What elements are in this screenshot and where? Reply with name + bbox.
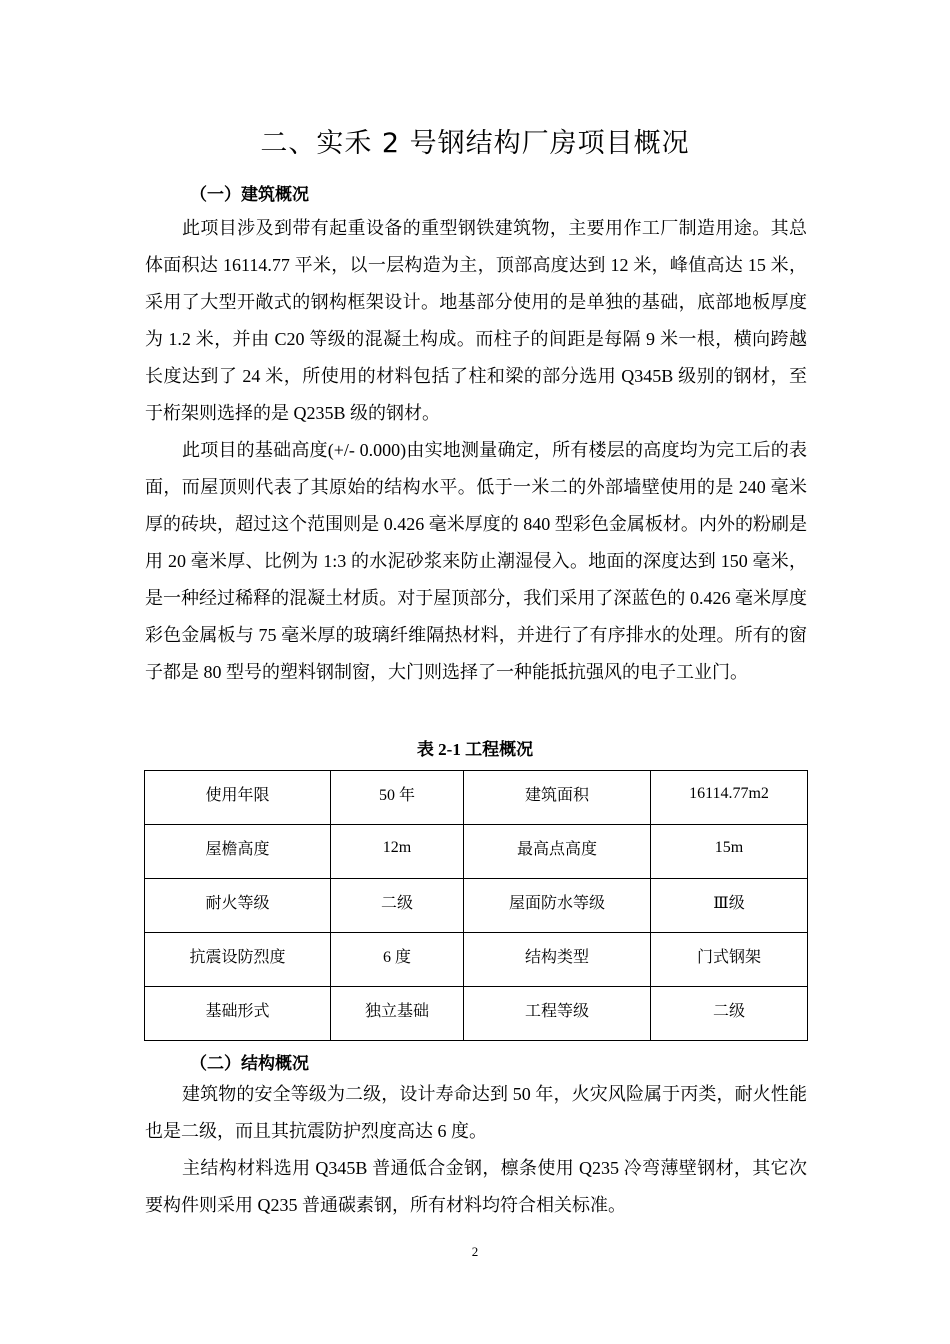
- table-cell: 二级: [331, 879, 464, 933]
- table-cell: 50 年: [331, 771, 464, 825]
- table-cell: 基础形式: [145, 987, 331, 1041]
- table-cell: Ⅲ级: [651, 879, 808, 933]
- table-cell: 6 度: [331, 933, 464, 987]
- table-row: [145, 933, 808, 987]
- table-cell: 16114.77m2: [651, 771, 808, 825]
- table-row: [145, 771, 808, 825]
- table-cell: 门式钢架: [651, 933, 808, 987]
- table-cell: 屋面防水等级: [464, 879, 651, 933]
- table-cell: 12m: [331, 825, 464, 879]
- paragraph-structure-2: 主结构材料选用 Q345B 普通低合金钢，檩条使用 Q235 冷弯薄壁钢材，其它次要构件则采用 Q235 普通碳素钢，所有材料均符合相关标准。: [145, 1158, 807, 1215]
- table-cell: 二级: [651, 987, 808, 1041]
- table-cell: 最高点高度: [464, 825, 651, 879]
- paragraph-structure-1: 建筑物的安全等级为二级，设计寿命达到 50 年，火灾风险属于丙类，耐火性能也是二级，而且其抗震防护烈度高达 6 度。: [145, 1084, 807, 1141]
- table-cell: 耐火等级: [145, 879, 331, 933]
- section-heading-building: （一）建筑概况: [190, 185, 309, 205]
- project-overview-table: [144, 770, 808, 1041]
- table-cell: 建筑面积: [464, 771, 651, 825]
- paragraph-building-1: 此项目涉及到带有起重设备的重型钢铁建筑物，主要用作工厂制造用途。其总体面积达 16114.77 平米，以一层构造为主，顶部高度达到 12 米，峰值高达 15 米，采用了大型开敞式的钢构框架设计。地基部分使用的是单独的基础，底部地板厚度为 1.2 米，并由 C20 等级的混凝土构成。而柱子的间距是每隔 9 米一根，横向跨越长度达到了 24 米，所使用的材料包括了柱和梁的部分选用 Q345B 级别的钢材，至于桁架则选择的是 Q235B 级的钢材。: [145, 218, 807, 423]
- section-heading-structure: （二）结构概况: [190, 1054, 309, 1074]
- table-row: [145, 879, 808, 933]
- table-cell: 独立基础: [331, 987, 464, 1041]
- table-row: [145, 987, 808, 1041]
- page-title: 二、实禾 2 号钢结构厂房项目概况: [260, 128, 690, 159]
- table-caption: 表 2-1 工程概况: [416, 740, 534, 759]
- paragraph-building-2: 此项目的基础高度(+/- 0.000)由实地测量确定，所有楼层的高度均为完工后的表面，而屋顶则代表了其原始的结构水平。低于一米二的外部墙壁使用的是 240 毫米厚的砖块，超过这个范围则是 0.426 毫米厚度的 840 型彩色金属板材。内外的粉刷是用 20 毫米厚、比例为 1:3 的水泥砂浆来防止潮湿侵入。地面的深度达到 150 毫米，是一种经过稀释的混凝土材质。对于屋顶部分，我们采用了深蓝色的 0.426 毫米厚度彩色金属板与 75 毫米厚的玻璃纤维隔热材料，并进行了有序排水的处理。所有的窗子都是 80 型号的塑料钢制窗，大门则选择了一种能抵抗强风的电子工业门。: [145, 440, 807, 682]
- page-number: 2: [471, 1244, 479, 1259]
- table-row: [145, 825, 808, 879]
- table-cell: 工程等级: [464, 987, 651, 1041]
- table-cell: 15m: [651, 825, 808, 879]
- table-cell: 屋檐高度: [145, 825, 331, 879]
- table-cell: 结构类型: [464, 933, 651, 987]
- table-cell: 抗震设防烈度: [145, 933, 331, 987]
- table-cell: 使用年限: [145, 771, 331, 825]
